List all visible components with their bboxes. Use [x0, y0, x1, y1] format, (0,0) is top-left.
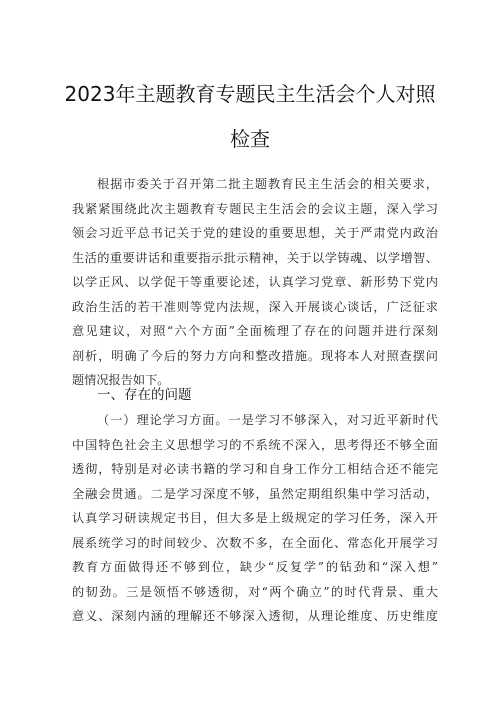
section1-paragraph	[72, 408, 438, 629]
document-title-line-2: 检查	[230, 127, 270, 151]
paragraph-line: 中国特色社会主义思想学习的不系统不深入，思考得还不够全面	[72, 437, 438, 452]
paragraph-line: 全融会贯通。二是学习深度不够，虽然定期组织集中学习活动，	[72, 486, 438, 501]
paragraph-line: 教育方面做得还不够到位，缺少“反复学”的钻劲和“深入想”	[72, 560, 438, 574]
paragraph-line: 认真学习研读规定书目，但大多是上级规定的学习任务，深入开	[72, 511, 438, 525]
paragraph-line: 领会习近平总书记关于党的建设的重要思想，关于严肃党内政治	[72, 226, 438, 240]
paragraph-line: 的韧劲。三是领悟不够透彻，对“两个确立”的时代背景、重大	[72, 584, 438, 599]
paragraph-line: 政治生活的若干准则等党内法规，深入开展谈心谈话，广泛征求	[72, 299, 438, 314]
paragraph-line: 意义、深刻内涵的理解还不够深入透彻，从理论维度、历史维度	[72, 609, 438, 623]
paragraph-line: 剖析，明确了今后的努力方向和整改措施。现将本人对照查摆问	[72, 348, 438, 363]
paragraph-line: 生活的重要讲话和重要指示批示精神，关于以学铸魂、以学增智、	[72, 250, 438, 265]
paragraph-line: 根据市委关于召开第二批主题教育民主生活会的相关要求，	[97, 177, 438, 191]
intro-paragraph	[72, 172, 438, 393]
section-heading: 一、存在的问题	[97, 387, 192, 403]
paragraph-line: 透彻，特别是对必读书籍的学习和自身工作分工相结合还不能完	[72, 462, 438, 476]
paragraph-line: 以学正风、以学促干等重要论述，认真学习党章、新形势下党内	[72, 275, 438, 289]
paragraph-line: （一）理论学习方面。一是学习不够深入，对习近平新时代	[97, 413, 438, 427]
paragraph-line: 题情况报告如下。	[72, 373, 170, 387]
paragraph-line: 展系统学习的时间较少、次数不多，在全面化、常态化开展学习	[72, 535, 438, 550]
paragraph-line: 我紧紧围绕此次主题教育专题民主生活会的会议主题，深入学习	[72, 201, 438, 216]
paragraph-line: 意见建议，对照“六个方面”全面梳理了存在的问题并进行深刻	[72, 324, 438, 338]
document-title-line-1: 2023年主题教育专题民主生活会个人对照	[64, 82, 436, 106]
